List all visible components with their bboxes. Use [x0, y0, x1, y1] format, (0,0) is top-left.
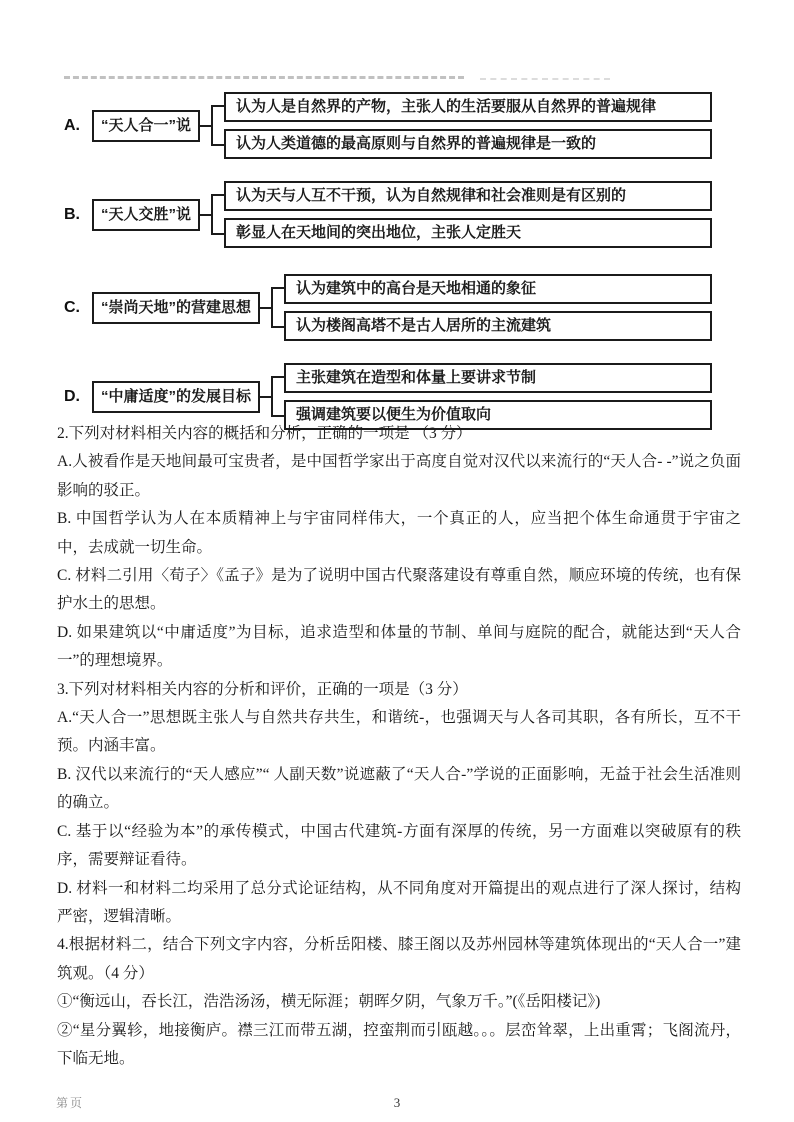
concept-item: 彰显人在天地间的突出地位，主张人定胜天 [224, 218, 712, 248]
concept-items-a [224, 92, 712, 159]
diagram-group-c [64, 274, 712, 341]
connector-bracket-a [200, 92, 224, 159]
question-2-option-a: A.人被看作是天地间最可宝贵者，是中国哲学家出于高度自觉对汉代以来流行的“天人合- -”说之负面影响的驳正。 [57, 453, 741, 499]
question-4-quote-1: ①“衡远山，吞长江，浩浩汤汤，横无际涯；朝晖夕阴，气象万千。”(《岳阳楼记》) [57, 993, 601, 1011]
page-number: 3 [393, 1095, 401, 1110]
concept-items-c [284, 274, 712, 341]
option-letter-a: A. [64, 116, 80, 134]
diagram-group-b [64, 181, 712, 248]
question-4-quote-2: ②“星分翼轸，地接衡庐。襟三江而带五湖，控蛮荆而引瓯越。。。层峦耸翠，上出重霄；飞阁流丹，下临无地。 [57, 1021, 741, 1067]
question-4-stem: 4.根据材料二，结合下列文字内容，分析岳阳楼、膝王阁以及苏州园林等建筑体现出的“天人合一”建筑观。（4 分） [57, 936, 741, 982]
question-3-option-d: D. 材料一和材料二均采用了总分式论证结构，从不同角度对开篇提出的观点进行了深人探讨，结构严密，逻辑清晰。 [57, 879, 741, 925]
concept-item: 认为建筑中的高台是天地相通的象征 [284, 274, 712, 304]
option-letter-b: B. [64, 205, 80, 223]
concept-label-a: “天人合一”说 [92, 110, 200, 142]
option-letter-c: C. [64, 298, 80, 316]
question-2-stem: 2.下列对材料相关内容的概括和分析，正确的一项是 （3 分） [57, 425, 472, 442]
question-3-option-a: A.“天人合一”思想既主张人与自然共存共生，和谐统-，也强调天与人各司其职，各有所长，互不干预。内涵丰富。 [57, 709, 741, 755]
scan-artifact-dashes [64, 76, 464, 79]
question-3-option-b: B. 汉代以来流行的“天人感应”“ 人副天数”说遮蔽了“天人合-”学说的正面影响，无益于社会生活准则的确立。 [57, 765, 741, 812]
option-letter-d: D. [64, 387, 80, 405]
question-text-block [57, 420, 741, 1073]
diagram-group-a [64, 92, 712, 159]
concept-item: 认为楼阁高塔不是古人居所的主流建筑 [284, 311, 712, 341]
concept-item: 认为人类道德的最高原则与自然界的普遍规律是一致的 [224, 129, 712, 159]
connector-bracket-c [260, 274, 284, 341]
concept-label-d: “中庸适度”的发展目标 [92, 381, 260, 413]
question-3-stem: 3.下列对材料相关内容的分析和评价，正确的一项是（3 分） [57, 680, 468, 698]
concept-item: 认为天与人互不干预，认为自然规律和社会准则是有区别的 [224, 181, 712, 211]
question-2-option-c: C. 材料二引用〈荀子〉《孟子》是为了说明中国古代聚落建设有尊重自然，顺应环境的传统，也有保护水土的思想。 [57, 567, 741, 613]
concept-items-b [224, 181, 712, 248]
question-2-option-d: D. 如果建筑以“中庸适度”为目标，追求造型和体量的节制、单间与庭院的配合，就能达到“天人合一”的理想境界。 [57, 623, 741, 670]
concept-label-b: “天人交胜”说 [92, 199, 200, 231]
concept-diagram [64, 92, 712, 430]
question-2-option-b: B. 中国哲学认为人在本质精神上与宇宙同样伟大，一个真正的人，应当把个体生命通贯于宇宙之中，去成就一切生命。 [57, 510, 741, 556]
concept-item: 强调建筑要以便生为价值取向 [284, 400, 712, 430]
question-3-option-c: C. 基于以“经验为本”的承传模式，中国古代建筑-方面有深厚的传统，另一方面难以突破原有的秩序，需要辩证看待。 [57, 822, 741, 869]
concept-item: 认为人是自然界的产物，主张人的生活要服从自然界的普遍规律 [224, 92, 712, 122]
connector-bracket-b [200, 181, 224, 248]
concept-label-c: “崇尚天地”的营建思想 [92, 292, 260, 324]
scan-artifact-dashes-right [480, 78, 610, 80]
footer-label: 第页 [56, 1096, 85, 1110]
concept-item: 主张建筑在造型和体量上要讲求节制 [284, 363, 712, 393]
